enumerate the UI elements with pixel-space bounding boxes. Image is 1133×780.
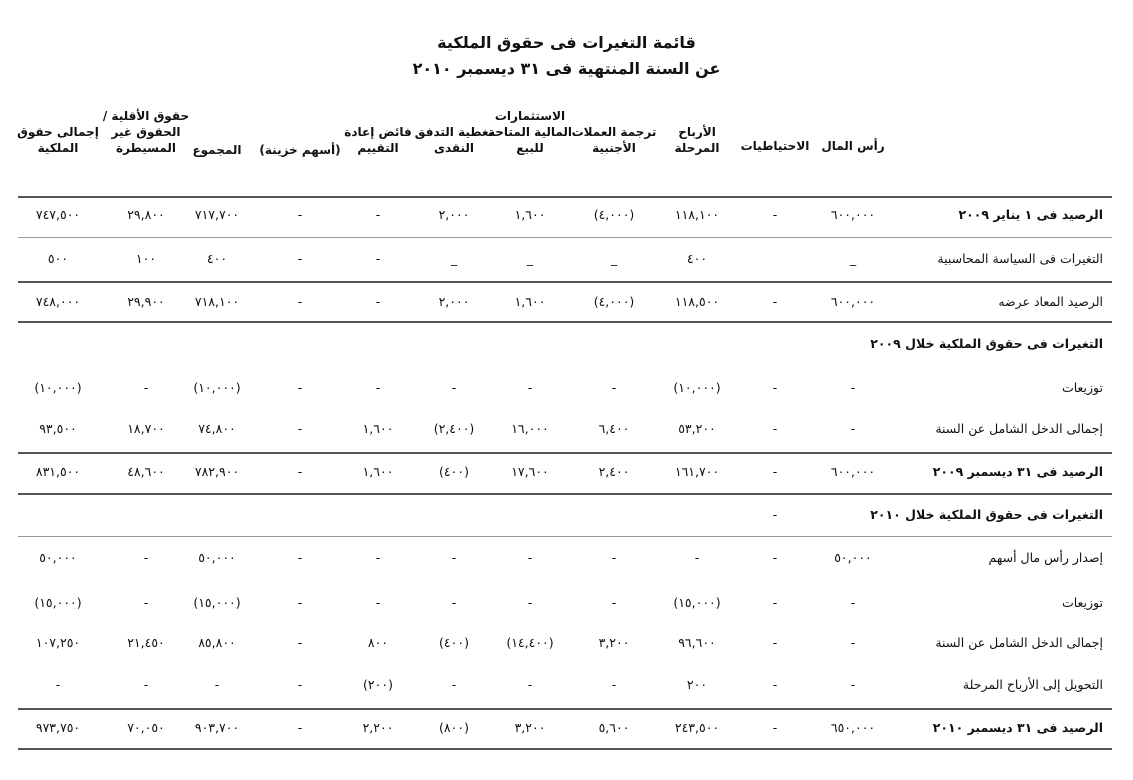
table-cell: - — [143, 677, 149, 692]
table-cell: ١٠٧,٢٥٠ — [35, 635, 81, 650]
table-cell: ٥٠,٠٠٠ — [834, 550, 872, 565]
row-divider — [18, 493, 1112, 495]
table-cell: - — [375, 595, 381, 610]
table-cell: - — [772, 421, 778, 436]
table-cell: (١٥,٠٠٠) — [193, 595, 241, 610]
table-cell: - — [527, 550, 533, 565]
table-cell: - — [451, 550, 457, 565]
table-cell: ١,٦٠٠ — [362, 421, 394, 436]
row-label: التغيرات فى السياسة المحاسبية — [937, 251, 1103, 266]
table-cell: ٦٠٠,٠٠٠ — [830, 207, 876, 222]
table-cell: _ — [450, 251, 458, 266]
row-divider — [18, 281, 1112, 283]
table-cell: ٧٤٨,٠٠٠ — [35, 294, 81, 309]
table-cell: ٢,٠٠٠ — [438, 294, 470, 309]
table-cell: - — [297, 421, 303, 436]
table-cell: ٦٥٠,٠٠٠ — [830, 720, 876, 735]
table-cell: ٦٠٠,٠٠٠ — [830, 464, 876, 479]
table-cell: ١٦١,٧٠٠ — [674, 464, 720, 479]
table-cell: ١,٦٠٠ — [362, 464, 394, 479]
table-cell: ٧١٧,٧٠٠ — [194, 207, 240, 222]
table-cell: ٢,٢٠٠ — [362, 720, 394, 735]
table-cell: ٢١,٤٥٠ — [127, 635, 165, 650]
table-cell: ١,٦٠٠ — [514, 207, 546, 222]
row-label: الرصيد فى ٣١ ديسمبر ٢٠٠٩ — [932, 464, 1103, 479]
table-cell: (٤٠٠) — [439, 635, 469, 650]
row-label: التحويل إلى الأرباح المرحلة — [962, 677, 1103, 692]
table-cell: - — [297, 380, 303, 395]
table-cell: - — [451, 595, 457, 610]
table-cell: - — [297, 677, 303, 692]
table-cell: ٤٠٠ — [686, 251, 708, 266]
table-cell: - — [611, 677, 617, 692]
header-retained-earnings: الأرباح المرحلة — [674, 125, 720, 155]
header-reserves: الاحتياطيات — [740, 139, 810, 153]
table-cell: (١٥,٠٠٠) — [673, 595, 721, 610]
table-cell: - — [297, 550, 303, 565]
header-minority-interest: حقوق الأقلية / الحقوق غير المسيطرة — [102, 109, 190, 155]
row-label: إصدار رأس مال أسهم — [988, 550, 1103, 565]
row-divider — [18, 536, 1112, 537]
table-cell: - — [850, 380, 856, 395]
row-label: الرصيد فى ٣١ ديسمبر ٢٠١٠ — [932, 720, 1103, 735]
header-total-equity: إجمالى حقوق الملكية — [17, 125, 99, 155]
table-cell: ٦,٤٠٠ — [598, 421, 630, 436]
table-cell: _ — [610, 251, 618, 266]
header-total: المجموع — [192, 143, 242, 157]
table-cell: - — [375, 380, 381, 395]
table-cell: - — [772, 720, 778, 735]
table-cell: ٩٧٣,٧٥٠ — [35, 720, 81, 735]
table-cell: - — [143, 595, 149, 610]
row-divider — [18, 237, 1112, 238]
table-cell: (٤,٠٠٠) — [593, 207, 635, 222]
table-cell: ٩٦,٦٠٠ — [678, 635, 716, 650]
table-cell: - — [451, 677, 457, 692]
table-cell: ٥,٦٠٠ — [598, 720, 630, 735]
table-cell: - — [772, 464, 778, 479]
header-revaluation-surplus: فائض إعادة التقييم — [344, 125, 412, 155]
table-cell: ٧١٨,١٠٠ — [194, 294, 240, 309]
table-cell: ٣,٢٠٠ — [514, 720, 546, 735]
table-cell: ١٦,٠٠٠ — [511, 421, 549, 436]
row-divider — [18, 321, 1112, 323]
header-divider — [18, 196, 1112, 198]
table-cell: (٢,٤٠٠) — [433, 421, 475, 436]
table-cell: (٤٠٠) — [439, 464, 469, 479]
table-cell: - — [375, 251, 381, 266]
table-cell: ٢,٤٠٠ — [598, 464, 630, 479]
table-cell: ١١٨,٥٠٠ — [674, 294, 720, 309]
row-divider — [18, 452, 1112, 454]
table-cell: - — [850, 421, 856, 436]
row-label: الرصيد المعاد عرضه — [998, 294, 1103, 309]
table-cell: ٢٩,٩٠٠ — [127, 294, 165, 309]
table-cell: ١١٨,١٠٠ — [674, 207, 720, 222]
table-cell: ٧٠,٠٥٠ — [127, 720, 165, 735]
header-cash-flow-hedge: تغطية التدفق النقدى — [414, 125, 494, 155]
table-cell: (١٠,٠٠٠) — [193, 380, 241, 395]
table-cell: - — [611, 550, 617, 565]
table-cell: - — [375, 207, 381, 222]
row-label: الرصيد فى ١ يناير ٢٠٠٩ — [958, 207, 1103, 222]
table-cell: - — [375, 294, 381, 309]
table-cell: (٨٠٠) — [439, 720, 469, 735]
table-cell: ٩٣,٥٠٠ — [39, 421, 77, 436]
header-afs-investments: الاستثمارات المالية المتاحة للبيع — [487, 109, 573, 155]
table-cell: ٢٤٣,٥٠٠ — [674, 720, 720, 735]
table-cell: ١٠٠ — [135, 251, 157, 266]
table-cell: - — [611, 380, 617, 395]
statement-subtitle: عن السنة المنتهية فى ٣١ ديسمبر ٢٠١٠ — [412, 59, 721, 78]
row-label: توزيعات — [1061, 380, 1103, 395]
table-cell: ٥٣,٢٠٠ — [678, 421, 716, 436]
table-cell: ٩٠٣,٧٠٠ — [194, 720, 240, 735]
table-cell: - — [297, 207, 303, 222]
table-cell: - — [611, 595, 617, 610]
table-cell: ٨٠٠ — [367, 635, 389, 650]
table-cell: ٥٠٠ — [47, 251, 69, 266]
table-cell: - — [772, 635, 778, 650]
table-cell: (١٥,٠٠٠) — [34, 595, 82, 610]
table-cell: - — [772, 595, 778, 610]
table-cell: _ — [849, 251, 857, 266]
table-cell: - — [772, 380, 778, 395]
table-cell: ١٧,٦٠٠ — [511, 464, 549, 479]
table-cell: - — [375, 550, 381, 565]
table-cell: (٤,٠٠٠) — [593, 294, 635, 309]
table-cell: _ — [526, 251, 534, 266]
table-cell: (١٤,٤٠٠) — [506, 635, 554, 650]
table-cell: (٢٠٠) — [363, 677, 393, 692]
table-cell: - — [694, 550, 700, 565]
table-cell: ٧٨٢,٩٠٠ — [194, 464, 240, 479]
table-cell: ٣,٢٠٠ — [598, 635, 630, 650]
table-cell: - — [850, 677, 856, 692]
table-cell: - — [297, 251, 303, 266]
table-cell: - — [772, 507, 778, 522]
table-cell: - — [297, 294, 303, 309]
header-treasury-shares: (أسهم خزينة) — [259, 143, 341, 157]
table-cell: ١٨,٧٠٠ — [127, 421, 165, 436]
table-cell: - — [772, 677, 778, 692]
table-cell: - — [772, 207, 778, 222]
table-cell: ١,٦٠٠ — [514, 294, 546, 309]
table-cell: ٧٤,٨٠٠ — [198, 421, 236, 436]
table-cell: ٧٤٧,٥٠٠ — [35, 207, 81, 222]
row-divider — [18, 748, 1112, 750]
table-cell: - — [214, 677, 220, 692]
table-cell: - — [527, 595, 533, 610]
table-cell: - — [850, 595, 856, 610]
table-cell: - — [143, 550, 149, 565]
table-cell: - — [772, 294, 778, 309]
table-cell: - — [297, 595, 303, 610]
row-label: التغيرات فى حقوق الملكية خلال ٢٠٠٩ — [870, 336, 1103, 351]
table-cell: - — [297, 720, 303, 735]
table-cell: - — [527, 677, 533, 692]
row-label: إجمالى الدخل الشامل عن السنة — [935, 635, 1103, 650]
table-cell: ٦٠٠,٠٠٠ — [830, 294, 876, 309]
header-share-capital: رأس المال — [821, 139, 885, 153]
table-cell: - — [772, 550, 778, 565]
table-cell: - — [451, 380, 457, 395]
table-cell: - — [143, 380, 149, 395]
table-cell: ٢٩,٨٠٠ — [127, 207, 165, 222]
table-cell: ٤٠٠ — [206, 251, 228, 266]
table-cell: - — [55, 677, 61, 692]
header-fx-translation: ترجمة العملات الأجنبية — [571, 125, 657, 155]
table-cell: ٥٠,٠٠٠ — [198, 550, 236, 565]
table-cell: ٢٠٠ — [686, 677, 708, 692]
table-cell: (١٠,٠٠٠) — [673, 380, 721, 395]
table-cell: ٨٣١,٥٠٠ — [35, 464, 81, 479]
table-cell: - — [297, 635, 303, 650]
table-cell: - — [527, 380, 533, 395]
row-divider — [18, 708, 1112, 710]
table-cell: (١٠,٠٠٠) — [34, 380, 82, 395]
row-label: إجمالى الدخل الشامل عن السنة — [935, 421, 1103, 436]
row-label: التغيرات فى حقوق الملكية خلال ٢٠١٠ — [870, 507, 1103, 522]
table-cell: ٢,٠٠٠ — [438, 207, 470, 222]
table-cell: - — [850, 635, 856, 650]
table-cell: ٥٠,٠٠٠ — [39, 550, 77, 565]
statement-title: قائمة التغيرات فى حقوق الملكية — [437, 33, 696, 52]
row-label: توزيعات — [1061, 595, 1103, 610]
table-cell: ٨٥,٨٠٠ — [198, 635, 236, 650]
table-cell: - — [297, 464, 303, 479]
table-cell: ٤٨,٦٠٠ — [127, 464, 165, 479]
